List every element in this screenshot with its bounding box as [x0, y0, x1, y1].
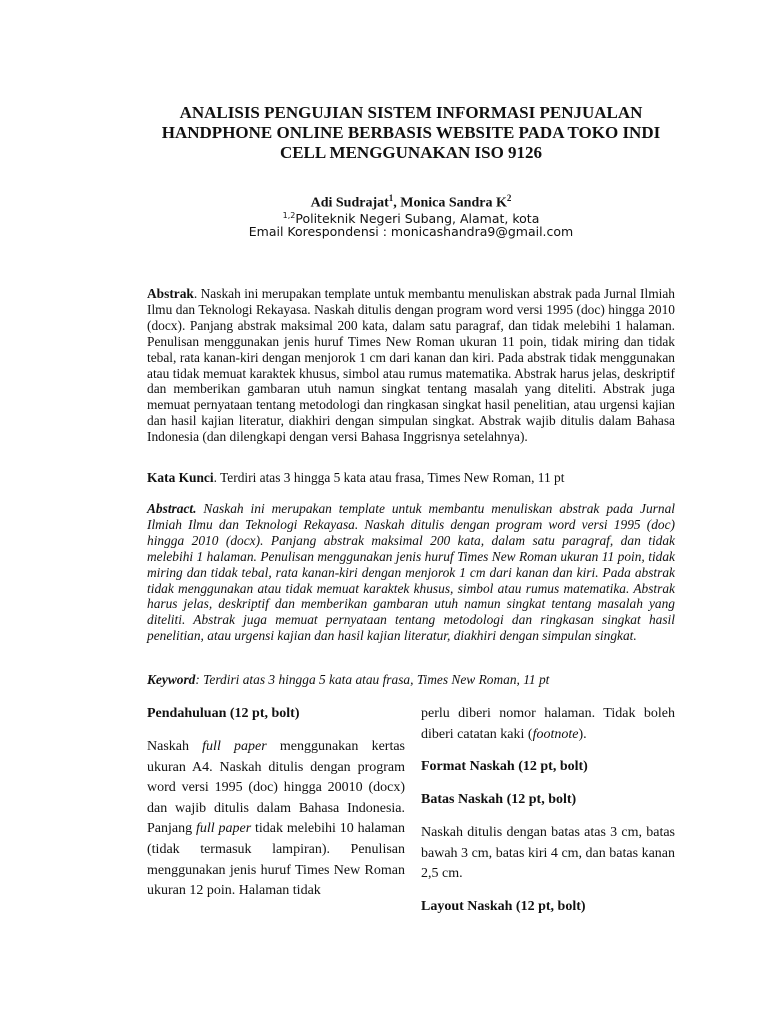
paragraph-italic: footnote	[532, 726, 579, 742]
keywords-indonesian	[147, 470, 675, 486]
paragraph-text: menggunakan kertas ukuran A4. Naskah ditulis dengan program word versi 1995 (doc) hingga 20010 (docx) dan wajib ditulis dalam Bahasa Indonesia. Panjang	[147, 739, 405, 837]
abstract-en-label: Abstract.	[147, 501, 197, 516]
keywords-text: . Terdiri atas 3 hingga 5 kata atau frasa, Times New Roman, 11 pt	[213, 470, 565, 485]
affiliation-mark: 1,2	[282, 211, 296, 220]
keywords-en-text: : Terdiri atas 3 hingga 5 kata atau frasa, Times New Roman, 11 pt	[195, 672, 550, 687]
keywords-en-label: Keyword	[147, 672, 196, 687]
author-affil-mark-2: 2	[506, 193, 512, 203]
author-separator: ,	[393, 195, 401, 211]
author-name-2: Monica Sandra K	[400, 195, 507, 211]
section-heading-pendahuluan: Pendahuluan (12 pt, bolt)	[147, 706, 300, 721]
correspondence-email: Email Korespondensi : monicashandra9@gmail.com	[248, 224, 574, 239]
paragraph-text: perlu diberi nomor halaman. Tidak boleh diberi catatan kaki (	[421, 706, 675, 742]
affiliation-text: Politeknik Negeri Subang, Alamat, kota	[295, 211, 540, 227]
author-name-1: Adi Sudrajat	[310, 195, 389, 211]
abstract-indonesian	[147, 286, 675, 445]
section-heading-layout: Layout Naskah (12 pt, bolt)	[421, 898, 586, 914]
abstract-text: . Naskah ini merupakan template untuk membantu menuliskan abstrak pada Jurnal Ilmiah Ilmu dan Teknologi Rekayasa. Naskah ditulis dengan program word versi 1995 (doc) hingga 2010 (docx). Panjang abstrak maksimal 200 kata, dalam satu paragraf, dan tidak melebihi 1 halaman. Penulisan menggunakan jenis huruf Times New Roman ukuran 11 poin, tidak miring dan tidak tebal, rata kanan-kiri dengan menjorok 1 cm dari kanan dan kiri. Pada abstrak tidak menggunakan atau tidak memuat karaktek khusus, simbol atau rumus matematika. Abstrak harus jelas, deskriptif dan memberikan gambaran utuh namun singkat tentang masalah yang diteliti. Abstrak juga memuat pernyataan tentang metodologi dan ringkasan singkat hasil penelitian, atau urgensi kajian dan hasil kajian literatur, diakhiri dengan simpulan singkat. Abstrak wajib ditulis dalam Bahasa Indonesia (dan dilengkapi dengan versi Bahasa Inggrisnya setelahnya).	[147, 286, 675, 445]
paper-title: ANALISIS PENGUJIAN SISTEM INFORMASI PENJUALAN HANDPHONE ONLINE BERBASIS WEBSITE PADA TOKO INDI CELL MENGGUNAKAN ISO 9126	[161, 103, 661, 162]
paragraph-italic: full paper	[202, 739, 267, 754]
abstract-label: Abstrak	[147, 286, 194, 301]
keywords-english	[147, 672, 675, 688]
author-affil-mark-1: 1	[388, 193, 394, 203]
section-heading-format: Format Naskah (12 pt, bolt)	[421, 759, 588, 775]
section-heading-batas: Batas Naskah (12 pt, bolt)	[421, 792, 577, 808]
paragraph-batas: Naskah ditulis dengan batas atas 3 cm, batas bawah 3 cm, batas kiri 4 cm, dan batas kanan 2,5 cm.	[421, 825, 675, 882]
paragraph-pendahuluan	[147, 737, 405, 902]
right-column	[421, 704, 675, 916]
paragraph-text: tidak melebihi 10 halaman (tidak termasuk lampiran). Penulisan menggunakan jenis huruf Times New Roman ukuran 12 poin. Halaman tidak	[147, 821, 405, 899]
paragraph-text: Naskah	[147, 739, 203, 754]
keywords-label: Kata Kunci	[147, 470, 214, 485]
paragraph-continuation	[421, 704, 675, 745]
paragraph-text: ).	[578, 726, 587, 742]
abstract-english	[147, 501, 675, 644]
abstract-en-text: Naskah ini merupakan template untuk membantu menuliskan abstrak pada Jurnal Ilmiah Ilmu dan Teknologi Rekayasa. Naskah ditulis dengan program word versi 1995 (doc) hingga 2010 (docx). Panjang abstrak maksimal 200 kata, dalam satu paragraf, dan tidak melebihi 1 halaman. Penulisan menggunakan jenis huruf Times New Roman ukuran 11 poin, tidak miring dan tidak tebal, rata kanan-kiri dengan menjorok 1 cm dari kanan dan kiri. Pada abstrak tidak menggunakan atau tidak memuat karaktek khusus, simbol atau rumus matematika. Abstrak harus jelas, deskriptif dan memberikan gambaran utuh namun singkat tentang masalah yang diteliti. Abstrak juga memuat pernyataan tentang metodologi dan ringkasan singkat hasil penelitian, atau urgensi kajian dan hasil kajian literatur, diakhiri dengan simpulan singkat.	[147, 501, 675, 644]
left-column	[147, 704, 405, 902]
paragraph-italic: full paper	[195, 821, 252, 837]
